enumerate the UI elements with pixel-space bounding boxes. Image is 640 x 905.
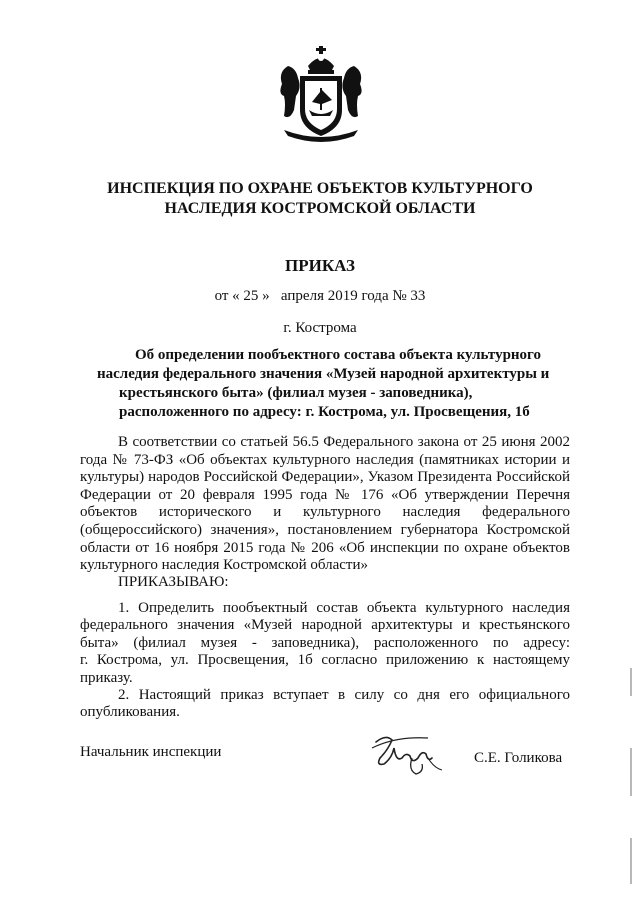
- organization-name-line-2: НАСЛЕДИЯ КОСТРОМСКОЙ ОБЛАСТИ: [164, 200, 476, 217]
- preamble-line: В соответствии со статьей 56.5 Федерального закона от 25 июня 2002: [118, 434, 570, 450]
- document-city: г. Кострома: [283, 320, 357, 336]
- item-2-line: 2. Настоящий приказ вступает в силу со дня его официального: [118, 687, 570, 703]
- item-1-line: приказу.: [80, 670, 133, 686]
- subject-line-2: наследия федерального значения «Музей народной архитектуры и: [97, 366, 550, 382]
- preamble-line: года № 73-ФЗ «Об объектах культурного наследия (памятниках истории и: [80, 452, 570, 468]
- organization-name-line-1: ИНСПЕКЦИЯ ПО ОХРАНЕ ОБЪЕКТОВ КУЛЬТУРНОГО: [107, 180, 533, 197]
- coat-of-arms-emblem: [274, 44, 368, 144]
- scan-edge-mark: [630, 668, 632, 696]
- subject-line-1: Об определении пообъектного состава объекта культурного: [135, 347, 541, 363]
- document-title: ПРИКАЗ: [285, 256, 355, 275]
- preamble-line: объектов исторического и культурного наследия федерального: [80, 504, 570, 520]
- preamble-line: культуры) народов Российской Федерации», Указом Президента Российской: [80, 469, 570, 485]
- preamble-line: Федерации от 20 февраля 1995 года № 176 «Об утверждении Перечня: [80, 487, 570, 503]
- scan-edge-mark: [630, 748, 632, 796]
- preamble-line: культурного наследия Костромской области»: [80, 557, 369, 573]
- document-date-number: от « 25 » апреля 2019 года № 33: [214, 288, 426, 304]
- preamble-line: области от 16 ноября 2015 года № 206 «Об инспекции по охране объектов: [80, 540, 570, 556]
- item-2-line: опубликования.: [80, 704, 180, 720]
- preamble-line: (общероссийского) значения», постановлением губернатора Костромской: [80, 522, 570, 538]
- item-1-line: быта» (филиал музея - заповедника), расположенного по адресу:: [80, 635, 570, 651]
- subject-line-3: крестьянского быта» (филиал музея - заповедника),: [119, 385, 473, 401]
- signatory-name: С.Е. Голикова: [474, 750, 563, 766]
- scan-edge-mark: [630, 838, 632, 884]
- item-1-line: 1. Определить пообъектный состав объекта культурного наследия: [118, 600, 570, 616]
- order-directive-word: ПРИКАЗЫВАЮ:: [118, 574, 229, 590]
- subject-line-4: расположенного по адресу: г. Кострома, ул. Просвещения, 1б: [119, 404, 530, 420]
- item-1-line: федерального значения «Музей народной архитектуры и крестьянского: [80, 617, 570, 633]
- signatory-position: Начальник инспекции: [80, 744, 222, 760]
- handwritten-signature: [366, 728, 456, 780]
- item-1-line: г. Кострома, ул. Просвещения, 1б согласно приложению к настоящему: [80, 652, 570, 668]
